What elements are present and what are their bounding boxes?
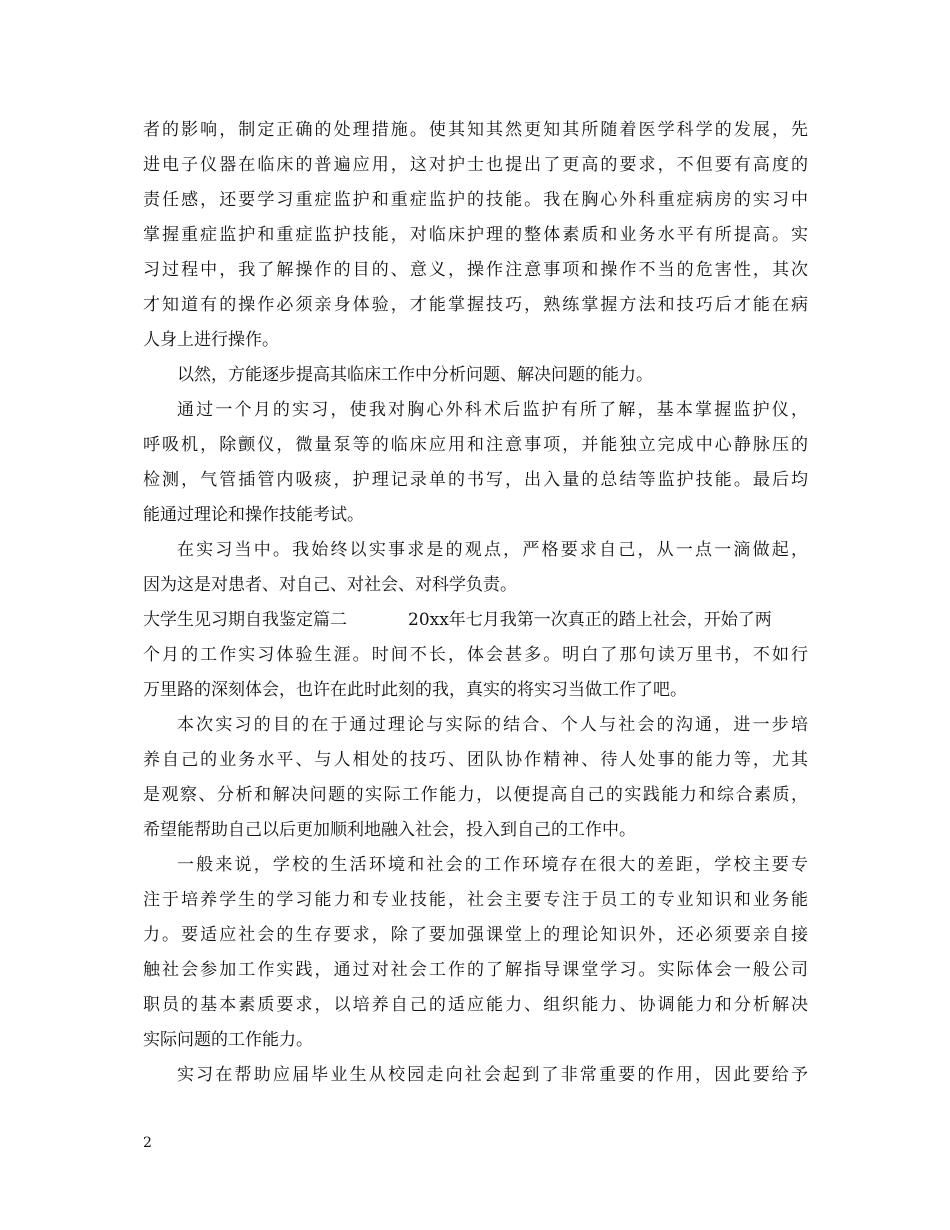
text-line: 能通过理论和操作技能考试。	[143, 505, 364, 525]
text-line: 呼吸机，除颤仪，微量泵等的临床应用和注意事项，并能独立完成中心静脉压的	[143, 435, 808, 455]
page-number: 2	[143, 1135, 152, 1151]
text-line: 力。要适应社会的生存要求，除了要加强课堂上的理论知识外，还必须要亲自接	[143, 925, 808, 945]
section-title: 大学生见习期自我鉴定篇二	[143, 610, 347, 630]
text-line: 掌握重症监护和重症监护技能，对临床护理的整体素质和业务水平有所提高。实	[143, 225, 808, 245]
text-line: 注于培养学生的学习能力和专业技能，社会主要专注于员工的专业知识和业务能	[143, 890, 808, 910]
text-line: 万里路的深刻体会，也许在此时此刻的我，真实的将实习当做工作了吧。	[143, 680, 687, 700]
paragraph-line: 一般来说，学校的生活环境和社会的工作环境存在很大的差距，学校主要专	[177, 855, 808, 875]
paragraph-line: 以然，方能逐步提高其临床工作中分析问题、解决问题的能力。	[177, 365, 653, 385]
paragraph-line: 在实习当中。我始终以实事求是的观点，严格要求自己，从一点一滴做起，	[177, 540, 808, 560]
section-heading-line	[143, 603, 808, 638]
text-line: 实际问题的工作能力。	[143, 1030, 313, 1050]
text-line: 因为这是对患者、对自己、对社会、对科学负责。	[143, 575, 517, 595]
text-line: 触社会参加工作实践，通过对社会工作的了解指导课堂学习。实际体会一般公司	[143, 960, 808, 980]
text-line: 养自己的业务水平、与人相处的技巧、团队协作精神、待人处事的能力等，尤其	[143, 750, 808, 770]
text-line: 是观察、分析和解决问题的实际工作能力，以便提高自己的实践能力和综合素质，	[143, 785, 808, 805]
text-line: 检测，气管插管内吸痰，护理记录单的书写，出入量的总结等监护技能。最后均	[143, 470, 808, 490]
paragraph-line: 通过一个月的实习，使我对胸心外科术后监护有所了解，基本掌握监护仪，	[177, 400, 808, 420]
section-first-sentence: 20xx年七月我第一次真正的踏上社会，开始了两	[408, 610, 772, 630]
paragraph-line: 实习在帮助应届毕业生从校园走向社会起到了非常重要的作用，因此要给予	[177, 1065, 808, 1085]
text-line: 进电子仪器在临床的普遍应用，这对护士也提出了更高的要求，不但要有高度的	[143, 155, 808, 175]
text-line: 习过程中，我了解操作的目的、意义，操作注意事项和操作不当的危害性，其次	[143, 260, 808, 280]
text-line: 责任感，还要学习重症监护和重症监护的技能。我在胸心外科重症病房的实习中	[143, 190, 808, 210]
text-line: 希望能帮助自己以后更加顺利地融入社会，投入到自己的工作中。	[143, 820, 636, 840]
text-line: 个月的工作实习体验生涯。时间不长，体会甚多。明白了那句读万里书，不如行	[143, 645, 808, 665]
paragraph-line: 本次实习的目的在于通过理论与实际的结合、个人与社会的沟通，进一步培	[177, 715, 808, 735]
text-line: 者的影响，制定正确的处理措施。使其知其然更知其所随着医学科学的发展，先	[143, 120, 808, 140]
text-line: 职员的基本素质要求，以培养自己的适应能力、组织能力、协调能力和分析解决	[143, 995, 808, 1015]
text-line: 人身上进行操作。	[143, 330, 279, 350]
text-line: 才知道有的操作必须亲身体验，才能掌握技巧，熟练掌握方法和技巧后才能在病	[143, 295, 808, 315]
document-body	[143, 113, 808, 1093]
